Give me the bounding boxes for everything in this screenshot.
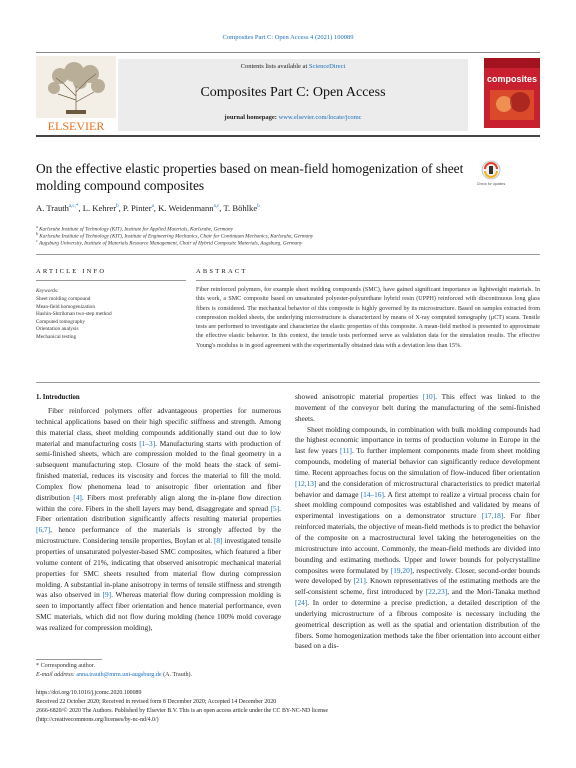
affiliation-text: Karlsruhe Institute of Technology (KIT), Institute of Engineering Mechanics, Chair for Continuum Mechanics, Karlsruhe, Germany (38, 233, 314, 240)
citation-link[interactable]: [8] (213, 536, 223, 546)
check-label: Check for updates (476, 182, 506, 186)
citation-link[interactable]: [5] (270, 503, 280, 513)
author-name[interactable]: P. Pinter (122, 203, 152, 213)
author-affiliation-marker[interactable]: a (151, 204, 154, 210)
citation-link[interactable]: [22,23] (425, 587, 448, 597)
body-paragraph: Sheet molding compounds, in combination with bulk molding compounds had the highest economic importance in terms of production volume in Europe in the last few years [11]. To further implement components made from sheet molding compounds, modeling of material behavior can significantly reduce development time. Recent approaches focus on the simulation of flow-induced fiber orientation [12,13] and the consideration of microstructural characteristics to predict material behavior and damage [14–16]. A first attempt to realize a virtual process chain for sheet molding compound composites was established and validated by means of experimental investigations on a demonstrator structure [17,18]. For fiber reinforced materials, the objective of mean-field methods is to predict the behavior of the composite on a macrostructural level taking the heterogeneities on the microstructure into account. Commonly, the mean-field methods are divided into bounding and estimating methods. Upper and lower bounds for polycrystalline composites were formulated by [19,20], respectively. Closer, second-order bounds were developed by [21]. Known representatives of the estimating methods are the self-consistent scheme, first introduced by [22,23], and the Mori-Tanaka method [24]. In order to determine a precise prediction, a detailed description of the underlying microstructure of a fibrous composite is necessary including the geometrical description as well as the spatial and orientation distribution of the fibers. Some homogenization methods take the fiber orientation into account either based on a dis- (295, 424, 541, 651)
section-heading-introduction: 1. Introduction (36, 394, 80, 401)
article-info-heading: ARTICLE INFO (36, 268, 107, 275)
affiliation-line (36, 238, 516, 247)
abstract-bottom-divider (36, 382, 540, 383)
citation-link[interactable]: [14–16] (360, 489, 384, 499)
body-paragraph: Fiber reinforced polymers offer advantageous properties for numerous technical applications based on their high specific stiffness and strength. Among this material class, sheet molding compounds additionally stand out due to low material and manufacturing costs [1–3]. Manufacturing starts with production of semi-finished sheets, which are compression molded to the final geometry in a subsequent manufacturing step. Closure of the mold heats the stack of semi-finished material, reduces its viscosity and forces the material to fill the mold. Complex flow phenomena lead to anisotropic fiber orientation and fiber distribution [4]. Fibers most preferably align along the in-plane flow direction within the core. Fibers in the shell layers may bend, disaggregate and spread [5]. Fiber orientation distribution significantly affects resulting material properties [6,7], hence performance of the materials is strongly affected by the microstructure. Considering tensile properties, Boylan et al. [8] investigated tensile properties of unsaturated polyester-based SMC composites, which featured a fiber volume content of 21%, indicating that observed anisotropic mechanical material properties for SMC sheets resulted from material flow during compression molding. A substantial in-plane anisotropy in terms of tensile stiffness and strength was also observed in [9]. Whereas material flow during compression molding is seen to importantly affect fiber orientation and hence material performance, even SMC materials, which did not flow during molding (hence 100% mold coverage was realized for compression molding), (36, 406, 282, 632)
author-affiliation-marker[interactable]: b (257, 204, 260, 210)
citation-link[interactable]: [6,7] (36, 525, 51, 535)
homepage-link[interactable]: www.elsevier.com/locate/jcomc (278, 114, 362, 121)
check-updates-icon (476, 160, 506, 194)
abstract-rule (196, 280, 540, 281)
journal-citation[interactable]: Composites Part C: Open Access 4 (2021) 100089 (222, 34, 354, 41)
publisher-name: ELSEVIER (47, 119, 105, 133)
received-dates: Received 22 October 2020; Received in revised form 8 December 2020; Accepted 14 December 2020 (36, 699, 277, 705)
body-paragraph: showed anisotropic material properties [10]. This effect was linked to the movement of the conveyor belt during the manufacturing of the semi-finished sheets. (295, 392, 540, 423)
email-link[interactable]: anna.trauth@mrm.uni-augsburg.de (76, 672, 162, 678)
footnote-divider (36, 659, 102, 660)
author-name[interactable]: L. Kehrer (82, 203, 117, 213)
citation-link[interactable]: [10] (422, 392, 436, 401)
keyword-item: Mechanical testing (36, 334, 77, 340)
article-title: On the effective elastic properties based on mean-field homogenization of sheet molding compound composites (36, 161, 464, 193)
author-affiliation-marker[interactable]: a,c,* (68, 204, 79, 210)
header-divider (36, 135, 540, 137)
keywords-label: Keywords: (36, 288, 59, 294)
contents-prefix: Contents lists available at (240, 63, 308, 70)
affiliations-divider (36, 254, 540, 255)
affiliation-marker: c (36, 238, 38, 243)
journal-cover[interactable] (484, 58, 540, 128)
citation-link[interactable]: [4] (73, 492, 82, 502)
journal-name: Composites Part C: Open Access (200, 85, 386, 100)
affiliation-text: Karlsruhe Institute of Technology (KIT), Institute for Applied Materials, Karlsruhe, Germany (37, 226, 233, 233)
citation-link[interactable]: [12,13] (295, 478, 317, 488)
keyword-item: Computed tomography (36, 318, 85, 325)
email-label: E-mail address: (36, 672, 75, 678)
citation-link[interactable]: [9] (102, 590, 112, 600)
author-name[interactable]: T. Böhlke (223, 203, 258, 213)
author-list: A. Trauth$^{a,c,*}$, L. Kehrer$^b$, P. Pinter$^a$, K. Weidenmann$^{a,c}$, T. Böhlke$^b$ (36, 203, 260, 213)
citation-link[interactable]: [17,18] (481, 511, 504, 521)
homepage-label: journal homepage: (224, 114, 277, 121)
cover-image-icon (484, 58, 540, 128)
author-affiliation-marker[interactable]: a,c (213, 204, 220, 210)
abstract-text: Fiber reinforced polymers, for example sheet molding compounds (SMC), have gained significant importance as lightweight materials. In this work, a SMC composite based on unsaturated polyester-polyurethane hybrid resin (UPPH) reinforced with discontinuous long glass fibers is considered. The mechanical behavior of this composite is highly governed by its microstructure. Based on samples extracted from compression molded sheets, the underlying microstructure is characterized by means of X-ray computed tomography (μCT) scans. Tensile tests are performed to investigate and characterize the elastic properties of this composite. A mean-field method is presented to approximate the effective elastic behavior. In this context, the tensile tests performed serve as validation data for the simulation results. The effective Young's modulus is in good agreement with the experimentally obtained data with a deviation less than 15%. (196, 287, 540, 349)
cover-title: composites (486, 74, 538, 84)
citation-link[interactable]: [19,20] (390, 565, 413, 575)
abstract-heading: ABSTRACT (196, 268, 248, 275)
license-link[interactable]: (http://creativecommons.org/licenses/by-nc-nd/4.0/) (36, 717, 159, 723)
elsevier-logo[interactable] (36, 56, 116, 134)
corresponding-author-note: * Corresponding author. (36, 663, 96, 669)
contents-line (118, 63, 468, 70)
email-note (36, 672, 296, 678)
journal-homepage (118, 114, 468, 121)
check-for-updates-badge[interactable] (476, 160, 506, 194)
author-affiliation-marker[interactable]: b (116, 204, 119, 210)
affiliation-marker: a (36, 224, 38, 229)
article-info-rule (36, 280, 186, 281)
affiliation-marker: b (36, 231, 38, 236)
author-name[interactable]: A. Trauth (36, 203, 69, 213)
affiliation-text: Augsburg University, Institute of Materials Resource Management, Chair of Hybrid Composite Materials, Augsburg, Germany (37, 240, 303, 247)
top-divider (36, 52, 540, 53)
right-column (295, 392, 540, 652)
author-name[interactable]: K. Weidenmann (158, 203, 214, 213)
email-suffix: (A. Trauth). (163, 672, 193, 678)
doi-link[interactable]: https://doi.org/10.1016/j.jcomc.2020.100089 (36, 690, 142, 696)
citation-link[interactable]: [24] (295, 598, 308, 608)
left-column (36, 406, 281, 634)
keyword-item: Hashin-Shtrikman two-step method (36, 311, 112, 318)
license-line: 2666-6820/© 2020 The Authors. Published by Elsevier B.V. This is an open access article under the CC BY-NC-ND license (36, 708, 328, 714)
sciencedirect-link[interactable]: ScienceDirect (308, 63, 346, 70)
citation-link[interactable]: [21] (353, 576, 366, 586)
keyword-item: Mean-field homogenization (36, 303, 95, 310)
elsevier-tree-icon (36, 56, 116, 134)
keyword-item: Sheet molding compound (36, 296, 91, 302)
keyword-item: Orientation analysis (36, 326, 79, 333)
citation-link[interactable]: [1–3] (139, 438, 156, 448)
citation-link[interactable]: [11] (339, 446, 352, 456)
